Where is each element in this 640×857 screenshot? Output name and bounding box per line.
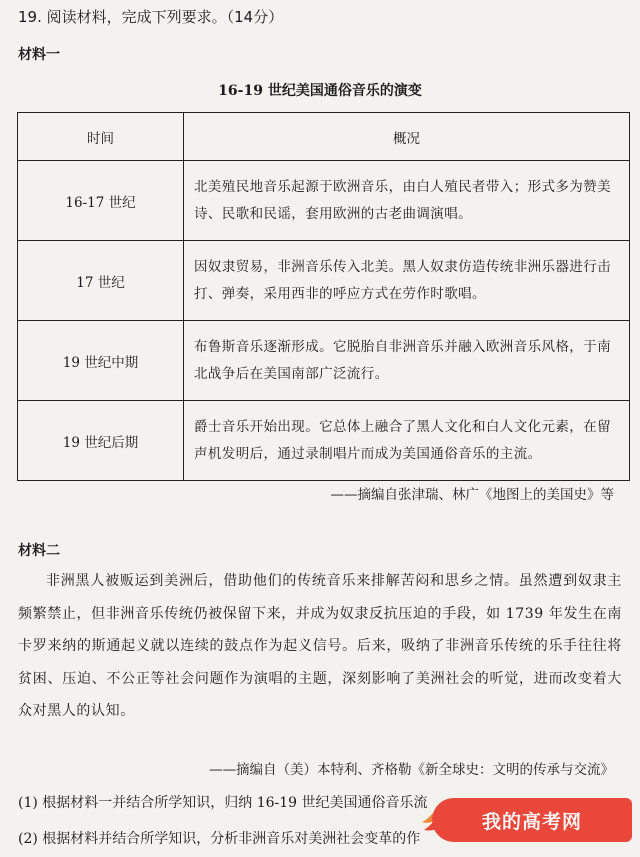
row-desc: 爵士音乐开始出现。它总体上融合了黑人文化和白人文化元素，在留声机发明后，通过录制唱片而成为美国通俗音乐的主流。 [184,401,630,481]
evolution-table [17,112,630,481]
material1-source: ——摘编自张津瑞、林广《地图上的美国史》等 [330,487,614,503]
row-time: 19 世纪后期 [18,401,184,481]
material2-source: ——摘编自（美）本特利、齐格勒《新全球史：文明的传承与交流》 [209,762,614,778]
row-desc: 北美殖民地音乐起源于欧洲音乐，由白人殖民者带入；形式多为赞美诗、民歌和民谣，套用欧洲的古老曲调演唱。 [184,161,630,241]
material2-label: 材料二 [18,543,60,559]
row-desc: 因奴隶贸易，非洲音乐传入北美。黑人奴隶仿造传统非洲乐器进行击打、弹奏，采用西非的呼应方式在劳作时歌唱。 [184,241,630,321]
table-row [18,321,630,401]
material2-paragraph: 非洲黑人被贩运到美洲后，借助他们的传统音乐来排解苦闷和思乡之情。虽然遭到奴隶主频繁禁止，但非洲音乐传统仍被保留下来，并成为奴隶反抗压迫的手段，如 1739 年发生在南卡罗来纳的斯通起义就以连续的鼓点作为起义信号。后来，吸纳了非洲音乐传统的乐手往往将贫困、压迫、不公正等社会问题作为演唱的主题，深刻影响了美洲社会的听觉，进而改变着大众对黑人的认知。 [18,573,622,719]
header-overview: 概况 [184,113,630,161]
row-time: 16-17 世纪 [18,161,184,241]
row-time: 17 世纪 [18,241,184,321]
material1-label: 材料一 [18,47,60,63]
table-title: 16-19 世纪美国通俗音乐的演变 [218,83,422,99]
header-time: 时间 [18,113,184,161]
table-row [18,401,630,481]
question-title: 19. 阅读材料，完成下列要求。（14分） [18,8,284,26]
sub-question-1: (1) 根据材料一并结合所学知识，归纳 16-19 世纪美国通俗音乐流 [18,795,428,811]
table-row [18,161,630,241]
table-row [18,241,630,321]
row-time: 19 世纪中期 [18,321,184,401]
row-desc: 布鲁斯音乐逐渐形成。它脱胎自非洲音乐并融入欧洲音乐风格，于南北战争后在美国南部广泛流行。 [184,321,630,401]
sub-question-2: (2) 根据材料并结合所学知识，分析非洲音乐对美洲社会变革的作 [18,831,421,847]
watermark-text: 我的高考网 [481,810,582,833]
table-header-row [18,113,630,161]
watermark-badge [432,798,632,842]
